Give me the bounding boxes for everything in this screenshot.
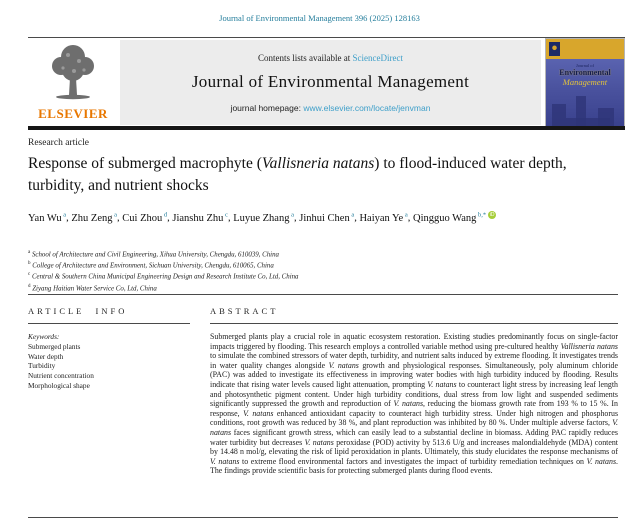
elsevier-tree-icon [41, 41, 105, 105]
contents-prefix: Contents lists available at [258, 53, 353, 63]
abstract-text: to simulate the combined stressors of water depth, turbidity, and nutrient salts induced by extreme flooding. It investigates trends in water quality changes alongside [210, 351, 618, 370]
abstract-species-italic: V. natans [243, 408, 274, 418]
author-name: Qingguo Wang $^{b,*}$ [412, 211, 487, 224]
elsevier-wordmark: ELSEVIER [38, 106, 108, 121]
author-name: Jinhui Chen $^a$ [299, 211, 355, 224]
abstract-text: enhanced antioxidant capacity to counteract high turbidity stress. Under high nitrogen and phosphorus conditions, root growth was reduced by 38 %, and plant reproduction was inhibited by 80 %. Under multiple adverse factors, [210, 408, 619, 428]
abstract-section [210, 306, 618, 476]
homepage-prefix: journal homepage: [230, 103, 304, 113]
affiliation-sup: c [28, 272, 31, 278]
title-text: Response of submerged macrophyte ( [28, 155, 262, 172]
abstract-text: faces significant growth stress, which can easily lead to a substantial decline in biomass. Adding PAC rapidly reduces water turbidity but decreases [210, 427, 618, 447]
journal-header-box [120, 40, 541, 125]
affiliation-sup: b [28, 261, 31, 267]
header-top-rule [28, 37, 625, 38]
author-affiliation-sup: a [112, 211, 118, 218]
keyword-item: Morphological shape [28, 380, 90, 390]
author-name: Haiyan Ye $^a$ [359, 211, 408, 224]
cover-journal-of: Journal of [575, 63, 595, 68]
sciencedirect-link[interactable]: ScienceDirect [352, 53, 403, 63]
keyword-item: Turbidity [28, 361, 56, 371]
cover-title-line1: Environmental [559, 68, 611, 77]
header-black-bar [28, 126, 625, 130]
author-name: Jianshu Zhu $^c$ [172, 211, 228, 224]
keyword-item: Water depth [28, 351, 64, 361]
homepage-link[interactable]: www.elsevier.com/locate/jenvman [303, 103, 431, 113]
cover-skyline-shape [576, 96, 586, 126]
abstract-text: , reducing the biomass growth rate from 193 % to 15 %. In response, [210, 399, 619, 418]
article-info-section [28, 306, 190, 391]
keyword-item: Submerged plants [28, 341, 81, 351]
author-affiliation-sup: a [403, 211, 408, 218]
orcid-icon[interactable]: iD [489, 212, 495, 218]
author-affiliation-sup: a [349, 211, 355, 218]
author-affiliation-sup: d [162, 211, 168, 218]
cover-logo-icon [549, 42, 560, 56]
journal-citation: Journal of Environmental Management 396 (2025) 128163 [219, 13, 420, 23]
cover-body [546, 59, 624, 126]
affiliations-list [28, 249, 620, 294]
affiliation-line: $^b$ College of Architecture and Environment, Sichuan University, Chengdu, 610065, China [28, 261, 274, 270]
abstract-species-italic: V. natans [304, 437, 334, 447]
cover-title-line2: Management [562, 77, 608, 87]
abstract-text: to counteract light stress by increasing leaf length and photosynthetic pigment content. Under high turbidity conditions, dual stress from low light and suspended sediments significantly suppressed the growth and reproduction of [210, 379, 618, 409]
author-affiliation-sup: b,* [476, 211, 487, 218]
author-affiliation-sup: c [223, 211, 228, 218]
cover-top-band [546, 39, 624, 59]
abstract-text: Submerged plants play a crucial role in aquatic ecosystem restoration. Existing studies predominantly focus on single-factor impacts triggered by flooding. This research employs a controlled variable method using pre-cultured healthy [210, 332, 618, 351]
affiliation-sup: a [28, 250, 31, 255]
abstract-heading: ABSTRACT [210, 306, 279, 316]
authors-line: Yan Wu $^a$, Zhu Zeng $^a$, Cui Zhou $^d$, Jianshu Zhu $^c$, Luyue Zhang $^a$, Jinhui Chen $^a$, Haiyan Ye $^a$, Qingguo Wang $^{b,*}$ iD [28, 211, 495, 224]
affiliation-sup: d [28, 283, 31, 289]
abstract-species-italic: V. natans [210, 418, 618, 437]
abstract-paragraph [210, 332, 618, 476]
page-bottom-rule [28, 517, 618, 518]
author-name: Cui Zhou $^d$ [122, 211, 168, 224]
abstract-text: peroxidase (POD) activity by 513.6 U/g and increases malondialdehyde (MDA) content by 14.48 n mol/g, elevating the risk of lipid peroxidation in plants. Ultimately, this study elucidates the response mechanisms of [210, 437, 618, 457]
abstract-text: to extreme flood environmental factors and investigates the impact of turbidity remediation techniques on [239, 456, 587, 466]
author-affiliation-sup: a [61, 211, 67, 218]
cover-skyline-shape [598, 108, 614, 126]
article-type-label: Research article [28, 138, 89, 148]
article-title [28, 153, 620, 197]
abstract-species-italic: V. natans [210, 456, 240, 466]
keyword-item: Nutrient concentration [28, 371, 94, 381]
affiliation-line: $^c$ Central & Southern China Municipal Engineering Design and Research Institute Co, Ltd, China [28, 272, 299, 281]
abstract-rule [210, 323, 618, 324]
journal-title: Journal of Environmental Management [191, 72, 470, 91]
title-species-italic: Vallisneria natans [261, 155, 375, 172]
homepage-line [120, 103, 541, 113]
affiliation-line: $^a$ School of Architecture and Civil Engineering, Xihua University, Chengdu, 610039, China [28, 250, 279, 259]
abstract-species-italic: V. natans [393, 399, 424, 409]
author-name: Yan Wu $^a$ [28, 211, 67, 224]
section-divider-rule [28, 294, 618, 295]
abstract-text: . The findings provide scientific basis for protecting submerged plants during flood events. [210, 456, 619, 476]
article-info-rule [28, 323, 190, 324]
article-info-heading: ARTICLE INFO [28, 306, 128, 316]
author-name: Luyue Zhang $^a$ [233, 211, 294, 224]
abstract-species-italic: Vallisneria natans [560, 341, 618, 351]
abstract-species-italic: V. natans [328, 360, 359, 370]
keywords-label: Keywords: [28, 332, 60, 341]
elsevier-logo [28, 41, 118, 125]
author-affiliation-sup: a [289, 211, 294, 218]
affiliation-line: $^d$ Ziyang Haitian Water Service Co, Ltd, China [28, 283, 157, 292]
abstract-species-italic: V. natans [427, 379, 457, 389]
title-text: ) to flood-induced water depth, turbidity, and nutrient shocks [28, 155, 567, 194]
keywords-list [28, 342, 190, 391]
cover-skyline-shape [552, 104, 566, 126]
contents-line [120, 53, 541, 63]
abstract-species-italic: V. natans [586, 456, 617, 466]
journal-cover-thumbnail[interactable] [545, 38, 625, 127]
abstract-text: growth and physiological responses. Simultaneously, poly aluminum chloride (PAC) was added to investigate its effectiveness in improving water bodies with high turbidity induced by flooding. Results indicate that rising water levels caused light attenuation, prompting [210, 360, 619, 389]
author-name: Zhu Zeng $^a$ [71, 211, 118, 224]
